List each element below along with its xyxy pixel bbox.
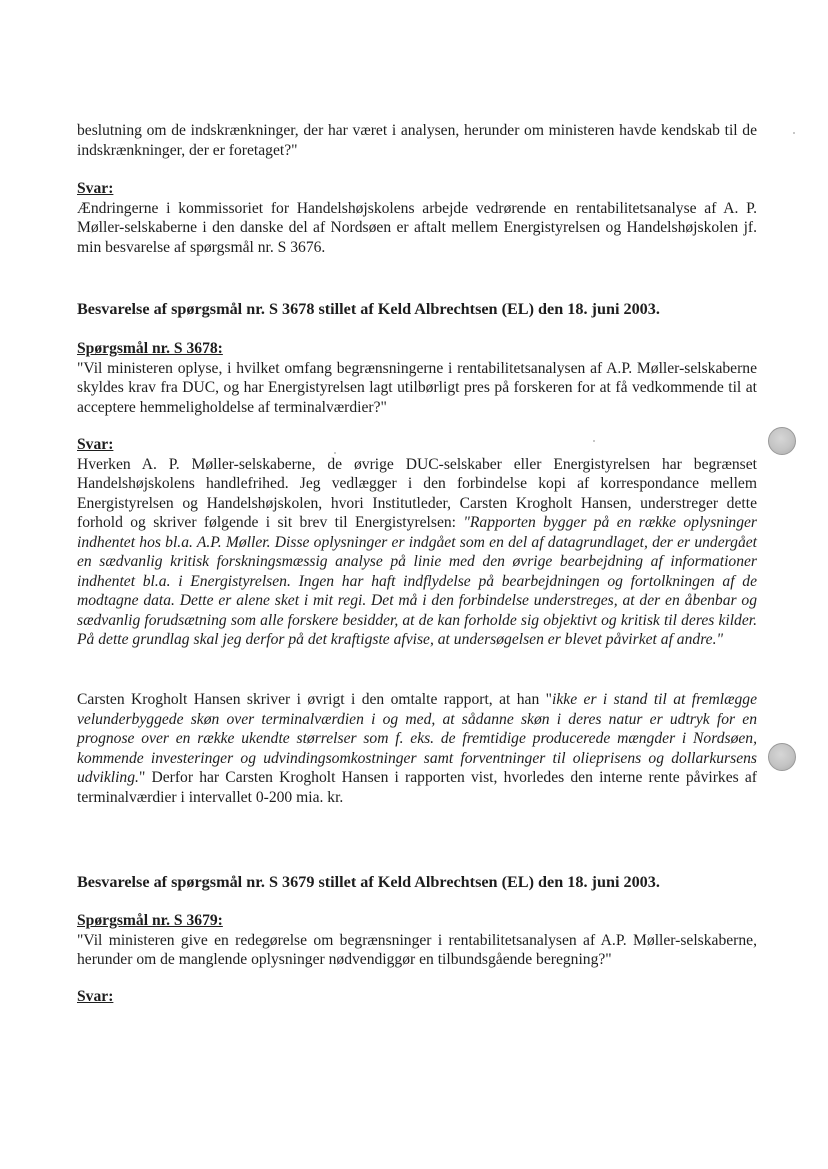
answer-label: Svar: (77, 180, 114, 197)
paragraph-outro: " Derfor har Carsten Krogholt Hansen i rapporten vist, hvorledes den interne rente påvirkes af terminalværdier i intervallet 0-200 mia. kr. (77, 769, 757, 806)
quoted-report: ikke er i stand til at fremlægge velunderbyggede skøn over terminalværdien i og med, at sådanne skøn i deres natur er udtryk for en prognose over en række ukendte størrelser som f. eks. de fremtidige producerede mængder i Nordsøen, kommende investeringer og udvindingsomkostninger samt forventninger til olieprisens og dollarkursens udvikling. (77, 691, 758, 786)
punch-hole-top (768, 427, 796, 455)
question-text: "Vil ministeren oplyse, i hvilket omfang begrænsningerne i rentabilitetsanalysen af A.P. Møller-selskaberne skyldes krav fra DUC, og har Energistyrelsen lagt utilbørligt pres på forskeren for at få vedkommende til at acceptere hemmeligholdelse af terminalværdier?" (77, 359, 757, 416)
paragraph-intro: Carsten Krogholt Hansen skriver i øvrigt i den omtalte rapport, at han " (77, 691, 553, 708)
answer-intro: Hverken A. P. Møller-selskaberne, de øvrige DUC-selskaber eller Energistyrelsen har begrænset Handelshøjskolens handlefrihed. Jeg vedlægger i den forbindelse kopi af korrespondance mellem Energistyrelsen og Handelshøjskolen, hvori Institutleder, Carsten Krogholt Hansen, understreger dette forhold og skriver følgende i sit brev til Energistyrelsen: (77, 455, 757, 531)
question-block-3678 (77, 339, 757, 417)
section-heading-3679: Besvarelse af spørgsmål nr. S 3679 stillet af Keld Albrechtsen (EL) den 18. juni 2003. (77, 873, 660, 891)
scan-speck (793, 132, 795, 134)
scan-speck (334, 452, 336, 454)
question-text: "Vil ministeren give en redegørelse om begrænsninger i rentabilitetsanalysen af A.P. Møller-selskaberne, herunder om de manglende oplysninger nødvendiggør en tilbundsgående beregning?" (77, 931, 757, 968)
answer-block-3677 (77, 179, 757, 257)
question-block-3679 (77, 911, 757, 970)
answer-label: Svar: (77, 436, 114, 453)
answer-paragraph-2 (77, 690, 757, 807)
question-label: Spørgsmål nr. S 3679: (77, 912, 223, 929)
answer-label: Svar: (77, 988, 114, 1005)
punch-hole-bottom (768, 743, 796, 771)
answer-text: Ændringerne i kommissoriet for Handelshøjskolens arbejde vedrørende en rentabilitetsanalyse af A. P. Møller-selskaberne i den danske del af Nordsøen er aftalt mellem Energistyrelsen og Handelshøjskolen jf. min besvarelse af spørgsmål nr. S 3676. (77, 199, 757, 256)
section-heading-3678: Besvarelse af spørgsmål nr. S 3678 stillet af Keld Albrechtsen (EL) den 18. juni 2003. (77, 300, 660, 318)
answer-block-3678 (77, 435, 757, 650)
answer-paragraph-1 (77, 455, 757, 650)
question-label: Spørgsmål nr. S 3678: (77, 340, 223, 357)
quoted-letter: "Rapporten bygger på en række oplysninger indhentet hos bl.a. A.P. Møller. Disse oplysninger er indgået som en del af datagrundlaget, der er undergået en sædvanlig kritisk forskningsmæssig analyse på linie med den øvrige bearbejdning af informationer indhentet bl.a. i Energistyrelsen. Ingen har haft indflydelse på bearbejdningen og fortolkningen af de modtagne data. Dette er alene sket i mit regi. Det må i den forbindelse understreges, at der en åbenbar og sædvanlig forudsætning som alle forskere besidder, at de kan forholde sig objektivt og kritisk til deres kilder. På dette grundlag skal jeg derfor på det kraftigste afvise, at undersøgelsen er blevet påvirket af andre." (77, 514, 757, 648)
scan-speck (593, 440, 595, 442)
answer-block-3679 (77, 987, 757, 1007)
continued-question-text: beslutning om de indskrænkninger, der har været i analysen, herunder om ministeren havde kendskab til de indskrænkninger, der er foretaget?" (77, 122, 757, 159)
